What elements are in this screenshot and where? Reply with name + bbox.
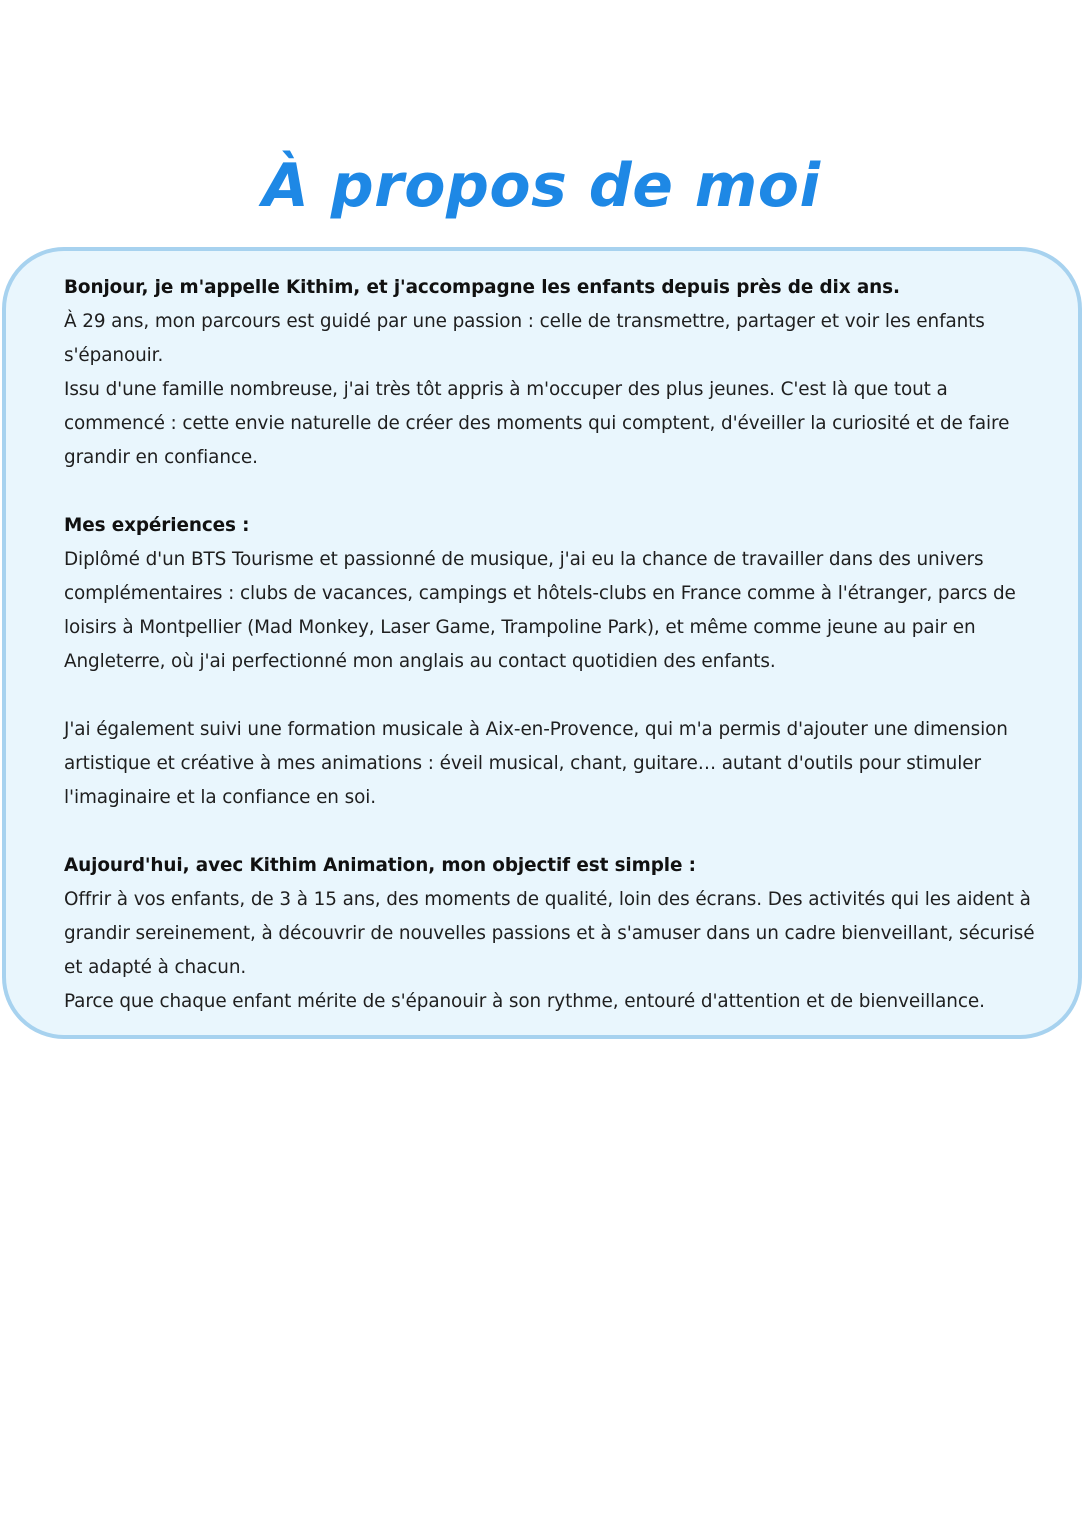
- objective-heading: Aujourd'hui, avec Kithim Animation, mon objectif est simple :: [64, 855, 696, 876]
- intro-paragraph: Issu d'une famille nombreuse, j'ai très tôt appris à m'occuper des plus jeunes. C'est là que tout a commencé : cette envie naturelle de créer des moments qui comptent, d'éveiller la curiosité et de faire grandir en confiance.: [64, 379, 1010, 468]
- objective-paragraph: Offrir à vos enfants, de 3 à 15 ans, des moments de qualité, loin des écrans. Des activités qui les aident à grandir sereinement, à découvrir de nouvelles passions et à s'amuser dans un cadre bienveillant, sécurisé et adapté à chacun.: [64, 889, 1035, 978]
- spacer: [64, 475, 1044, 509]
- objective-paragraph: Parce que chaque enfant mérite de s'épanouir à son rythme, entouré d'attention et de bienveillance.: [64, 991, 985, 1012]
- experiences-paragraph: J'ai également suivi une formation musicale à Aix-en-Provence, qui m'a permis d'ajouter une dimension artistique et créative à mes animations : éveil musical, chant, guitare… autant d'outils pour stimuler l'imaginaire et la confiance en soi.: [64, 719, 1008, 808]
- about-card: [2, 247, 1082, 1039]
- intro-section: [64, 271, 1044, 475]
- objective-section: [64, 849, 1044, 1019]
- spacer: [64, 815, 1044, 849]
- experiences-paragraph: Diplômé d'un BTS Tourisme et passionné de musique, j'ai eu la chance de travailler dans des univers complémentaires : clubs de vacances, campings et hôtels-clubs en France comme à l'étranger, parcs de loisirs à Montpellier (Mad Monkey, Laser Game, Trampoline Park), et même comme jeune au pair en Angleterre, où j'ai perfectionné mon anglais au contact quotidien des enfants.: [64, 549, 1016, 672]
- intro-heading: Bonjour, je m'appelle Kithim, et j'accompagne les enfants depuis près de dix ans.: [64, 277, 900, 298]
- spacer: [64, 679, 1044, 713]
- about-content: [64, 271, 1044, 1019]
- experiences-section: [64, 509, 1044, 815]
- experiences-heading: Mes expériences :: [64, 515, 250, 536]
- intro-paragraph: À 29 ans, mon parcours est guidé par une passion : celle de transmettre, partager et voir les enfants s'épanouir.: [64, 311, 985, 366]
- page-title: À propos de moi: [262, 151, 821, 221]
